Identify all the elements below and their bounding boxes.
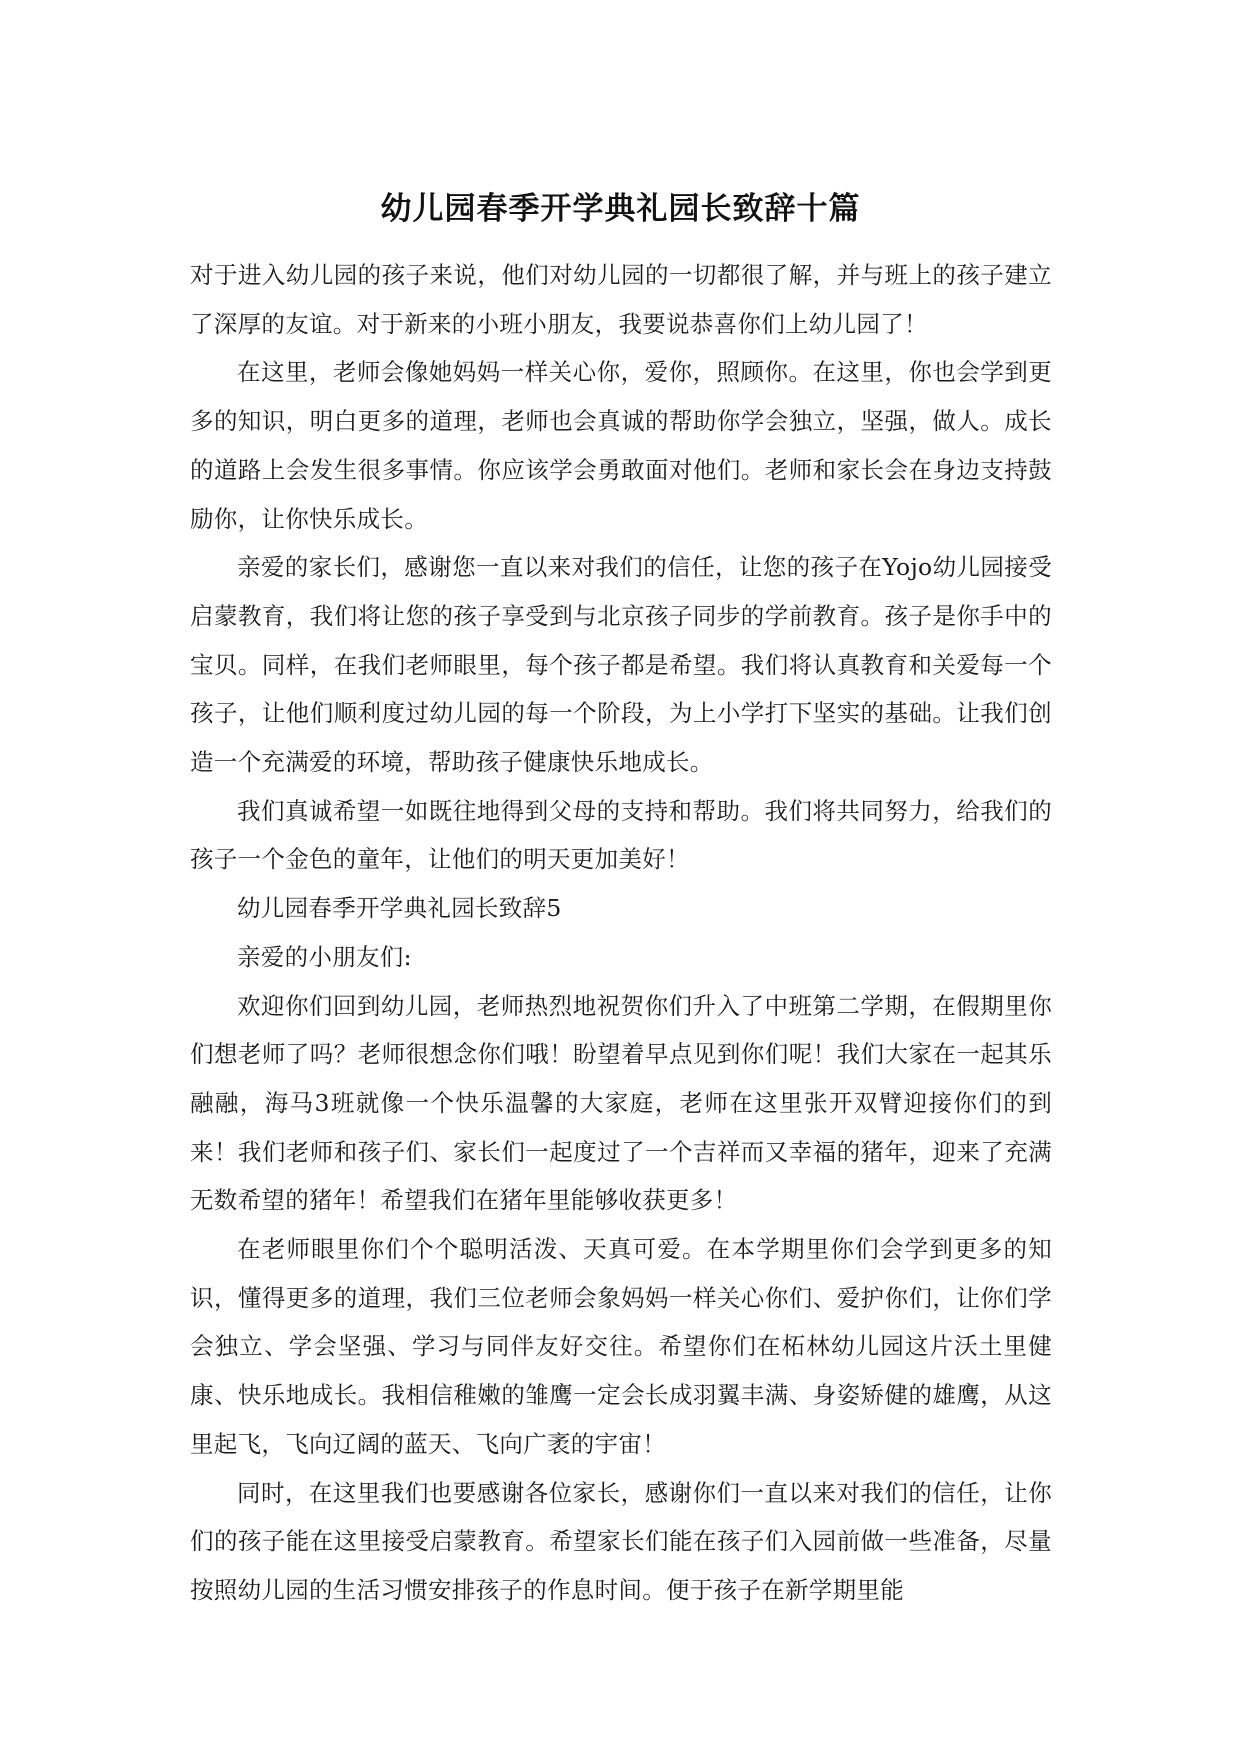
paragraph: 欢迎你们回到幼儿园，老师热烈地祝贺你们升入了中班第二学期，在假期里你们想老师了吗？老师很想念你们哦！盼望着早点见到你们呢！我们大家在一起其乐融融，海马3班就像一个快乐温馨的大家庭，老师在这里张开双臂迎接你们的到来！我们老师和孩子们、家长们一起度过了一个吉祥而又幸福的猪年，迎来了充满无数希望的猪年！希望我们在猪年里能够收获更多！ — [190, 991, 1052, 1215]
section-heading: 幼儿园春季开学典礼园长致辞5 — [237, 894, 562, 923]
paragraph: 亲爱的家长们，感谢您一直以来对我们的信任，让您的孩子在Yojo幼儿园接受启蒙教育，我们将让您的孩子享受到与北京孩子同步的学前教育。孩子是你手中的宝贝。同样，在我们老师眼里，每个孩子都是希望。我们将认真教育和关爱每一个孩子，让他们顺利度过幼儿园的每一个阶段，为上小学打下坚实的基础。让我们创造一个充满爱的环境，帮助孩子健康快乐地成长。 — [190, 553, 1052, 777]
salutation: 亲爱的小朋友们: — [237, 942, 412, 971]
paragraph: 在老师眼里你们个个聪明活泼、天真可爱。在本学期里你们会学到更多的知识，懂得更多的道理，我们三位老师会象妈妈一样关心你们、爱护你们，让你们学会独立、学会坚强、学习与同伴友好交往。希望你们在柘林幼儿园这片沃土里健康、快乐地成长。我相信稚嫩的雏鹰一定会长成羽翼丰满、身姿矫健的雄鹰，从这里起飞，飞向辽阔的蓝天、飞向广袤的宇宙！ — [190, 1235, 1052, 1458]
paragraph: 我们真诚希望一如既往地得到父母的支持和帮助。我们将共同努力，给我们的孩子一个金色的童年，让他们的明天更加美好！ — [190, 796, 1052, 874]
paragraph: 同时，在这里我们也要感谢各位家长，感谢你们一直以来对我们的信任，让你们的孩子能在这里接受启蒙教育。希望家长们能在孩子们入园前做一些准备，尽量按照幼儿园的生活习惯安排孩子的作息时间。便于孩子在新学期里能 — [190, 1478, 1052, 1604]
document-title: 幼儿园春季开学典礼园长致辞十篇 — [380, 191, 861, 227]
document-body — [190, 251, 1052, 1615]
paragraph: 在这里，老师会像她妈妈一样关心你，爱你，照顾你。在这里，你也会学到更多的知识，明白更多的道理，老师也会真诚的帮助你学会独立，坚强，做人。成长的道路上会发生很多事情。你应该学会勇敢面对他们。老师和家长会在身边支持鼓励你，让你快乐成长。 — [190, 358, 1052, 533]
paragraph: 对于进入幼儿园的孩子来说，他们对幼儿园的一切都很了解，并与班上的孩子建立了深厚的友谊。对于新来的小班小朋友，我要说恭喜你们上幼儿园了！ — [190, 261, 1052, 338]
